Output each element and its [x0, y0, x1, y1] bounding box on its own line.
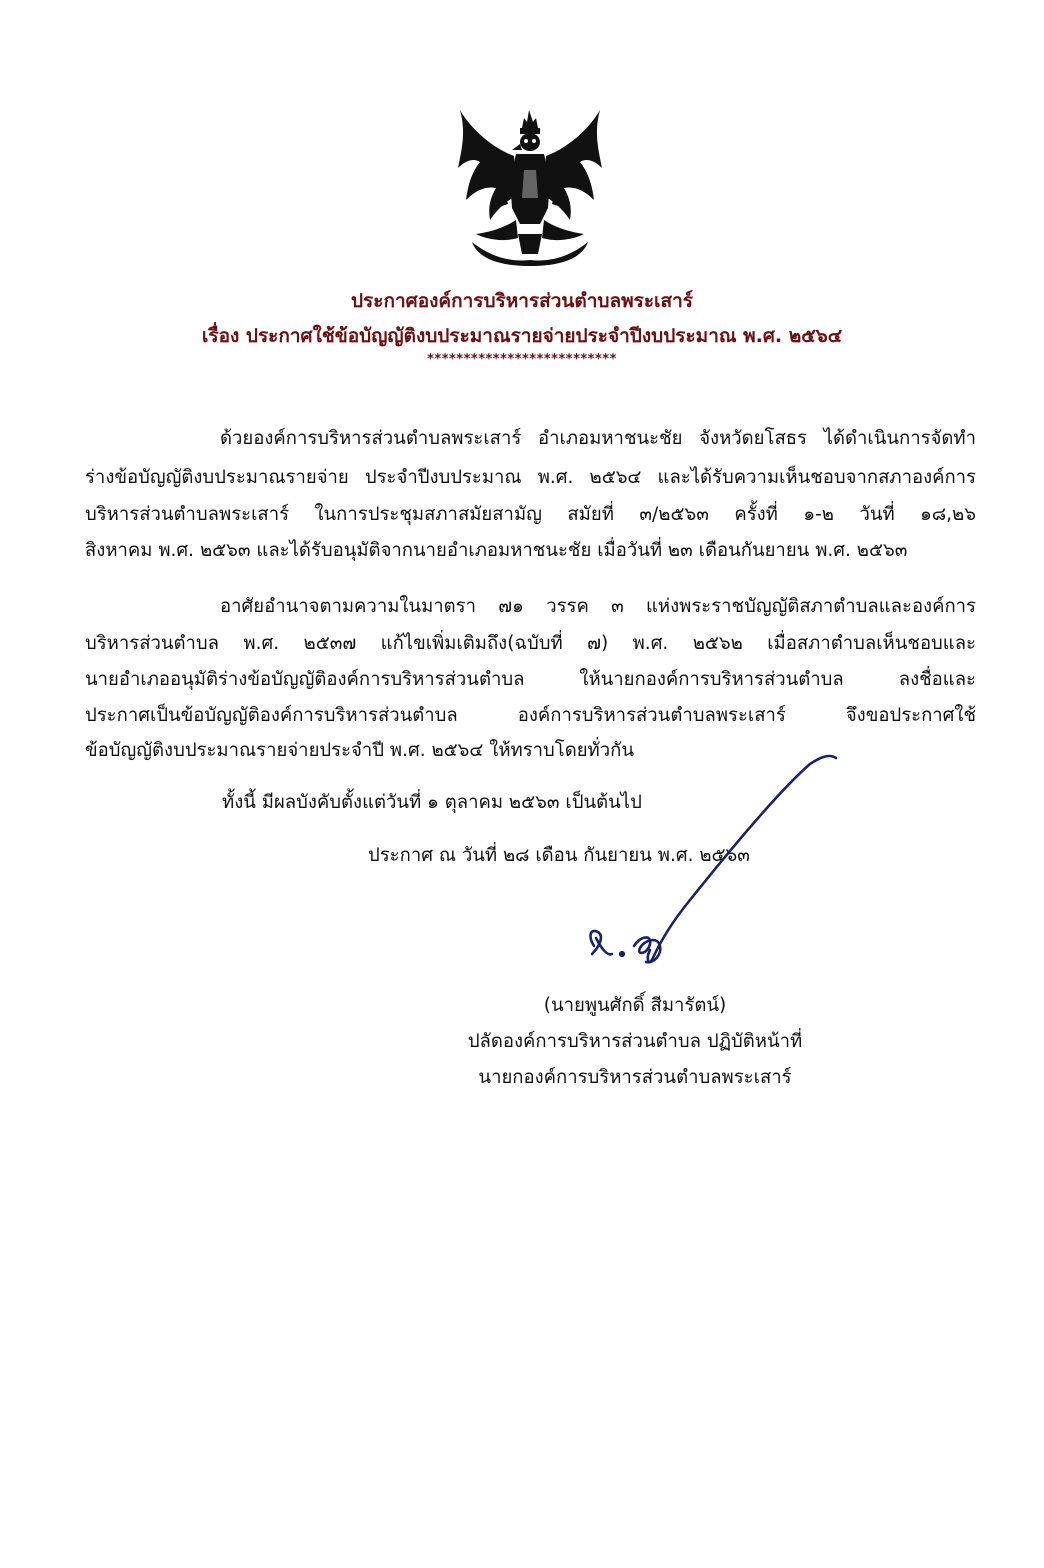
separator-line: ************************** [427, 352, 617, 367]
announcement-subject: เรื่อง ประกาศใช้ข้อบัญญัติงบประมาณรายจ่ายประจำปีงบประมาณ พ.ศ. ๒๕๖๔ [201, 325, 843, 347]
signatory-position-line-2: นายกองค์การบริหารส่วนตำบลพระเสาร์ [478, 1067, 792, 1088]
paragraph-2-line-5: ข้อบัญญัติงบประมาณรายจ่ายประจำปี พ.ศ. ๒๕๖๔ ให้ทราบโดยทั่วกัน [85, 740, 634, 761]
paragraph-1-line-3: บริหารส่วนตำบลพระเสาร์ ในการประชุมสภาสมัยสามัญ สมัยที่ ๓/๒๕๖๓ ครั้งที่ ๑-๒ วันที่ ๑๘,๒๖ [85, 504, 976, 525]
signatory-position-line-1: ปลัดองค์การบริหารส่วนตำบล ปฏิบัติหน้าที่ [467, 1031, 803, 1052]
signatory-name: (นายพูนศักดิ์ สีมารัตน์) [543, 995, 727, 1016]
paragraph-2-line-2: บริหารส่วนตำบล พ.ศ. ๒๕๓๗ แก้ไขเพิ่มเติมถึง(ฉบับที่ ๗) พ.ศ. ๒๕๖๒ เมื่อสภาตำบลเห็นชอบและ [85, 633, 976, 654]
paragraph-2-line-4: ประกาศเป็นข้อบัญญัติองค์การบริหารส่วนตำบล องค์การบริหารส่วนตำบลพระเสาร์ จึงขอประกาศใช้ [85, 705, 976, 726]
handwritten-signature [560, 750, 860, 980]
paragraph-2-line-3: นายอำเภออนุมัติร่างข้อบัญญัติองค์การบริหารส่วนตำบล ให้นายกองค์การบริหารส่วนตำบล ลงชื่อและ [85, 669, 976, 690]
effective-date-statement: ทั้งนี้ มีผลบังคับตั้งแต่วันที่ ๑ ตุลาคม ๒๕๖๓ เป็นต้นไป [222, 792, 642, 813]
paragraph-1-line-4: สิงหาคม พ.ศ. ๒๕๖๓ และได้รับอนุมัติจากนายอำเภอมหาชนะชัย เมื่อวันที่ ๒๓ เดือนกันยายน พ.ศ. ๒๕๖๓ [85, 540, 908, 561]
paragraph-2-line-1: อาศัยอำนาจตามความในมาตรา ๗๑ วรรค ๓ แห่งพระราชบัญญัติสภาตำบลและองค์การ [220, 596, 976, 617]
paragraph-1-line-1: ด้วยองค์การบริหารส่วนตำบลพระเสาร์ อำเภอมหาชนะชัย จังหวัดยโสธร ได้ดำเนินการจัดทำ [220, 428, 976, 449]
garuda-emblem-icon [452, 108, 607, 266]
announcement-title: ประกาศองค์การบริหารส่วนตำบลพระเสาร์ [350, 290, 693, 312]
paragraph-1-line-2: ร่างข้อบัญญัติงบประมาณรายจ่าย ประจำปีงบประมาณ พ.ศ. ๒๕๖๔ และได้รับความเห็นชอบจากสภาองค์การ [85, 467, 976, 488]
announcement-date: ประกาศ ณ วันที่ ๒๘ เดือน กันยายน พ.ศ. ๒๕๖๓ [368, 845, 750, 866]
